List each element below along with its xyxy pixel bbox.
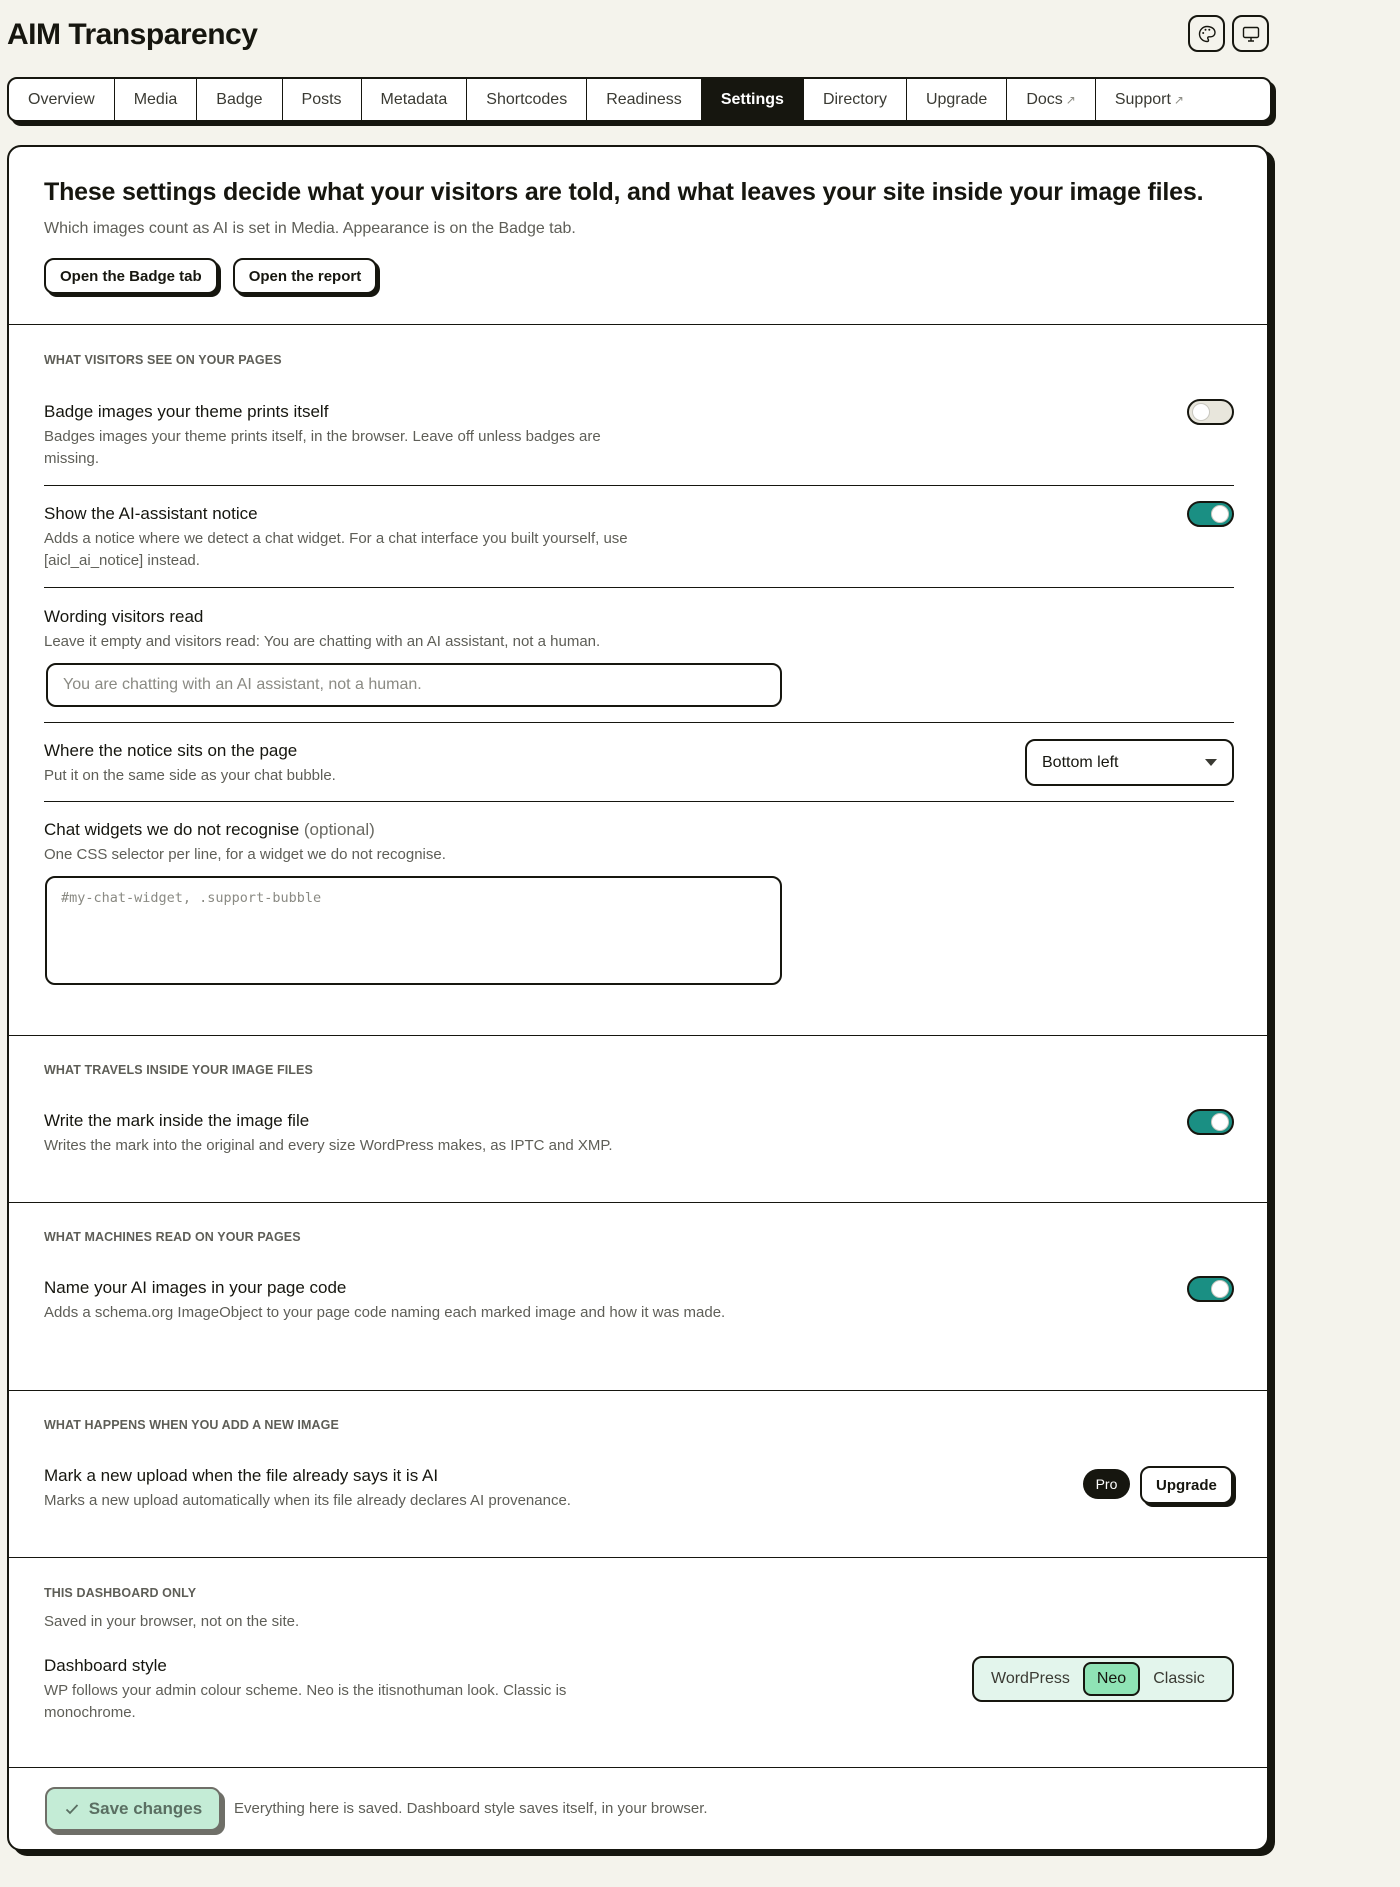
tab-label: Readiness [606,90,682,108]
row-divider [44,587,1234,588]
ai-notice-title: Show the AI-assistant notice [44,504,258,523]
tab-label: Posts [301,90,342,108]
schema-toggle[interactable] [1187,1276,1234,1302]
tab-docs[interactable] [1007,79,1096,120]
chat-widgets-desc: One CSS selector per line, for a widget we do not recognise. [44,846,446,863]
tab-media[interactable] [115,79,198,120]
tab-shortcodes[interactable] [467,79,587,120]
external-link-icon: ↗ [1173,92,1184,107]
tab-label: Support [1114,90,1171,108]
open-report-button[interactable]: Open the report [233,258,378,294]
ai-notice-desc: Adds a notice where we detect a chat widget. For a chat interface you built yourself, use [aicl_ai_notice] instead. [44,530,628,569]
chevron-down-icon [1205,759,1217,766]
dashboard-style-switch [972,1656,1234,1702]
page-title: These settings decide what your visitors are told, and what leaves your site inside your image files. [44,178,1204,206]
schema-desc: Adds a schema.org ImageObject to your page code naming each marked image and how it was made. [44,1304,726,1321]
row-divider [44,485,1234,486]
notice-position-desc: Put it on the same side as your chat bubble. [44,767,336,784]
write-mark-desc: Writes the mark into the original and every size WordPress makes, as IPTC and XMP. [44,1137,613,1154]
section-divider [9,1390,1267,1391]
theme-badge-toggle[interactable] [1187,399,1234,425]
tab-label: Overview [28,90,95,108]
tab-label: Metadata [380,90,448,108]
theme-badge-desc: Badges images your theme prints itself, in the browser. Leave off unless badges are missing. [44,428,601,467]
tab-label: Settings [720,90,784,108]
tab-label: Directory [822,90,887,108]
notice-position-select[interactable] [1025,739,1234,786]
schema-title: Name your AI images in your page code [44,1278,347,1297]
hero [44,178,1203,238]
ai-notice-toggle[interactable] [1187,501,1234,527]
section-label-machines: WHAT MACHINES READ ON YOUR PAGES [44,1230,301,1244]
palette-icon[interactable] [1188,15,1225,52]
write-mark-title: Write the mark inside the image file [44,1111,310,1130]
tab-readiness[interactable] [587,79,702,120]
section-divider [9,1202,1267,1203]
wording-desc: Leave it empty and visitors read: You are chatting with an AI assistant, not a human. [44,633,601,650]
auto-mark-title: Mark a new upload when the file already says it is AI [44,1466,439,1485]
tab-label: Docs [1026,90,1063,108]
toggle-knob [1192,403,1210,421]
section-label-new-image: WHAT HAPPENS WHEN YOU ADD A NEW IMAGE [44,1418,339,1432]
app-title: AIM Transparency [7,18,258,51]
row-divider [44,801,1234,802]
tab-support[interactable] [1096,79,1203,120]
upgrade-button[interactable]: Upgrade [1140,1466,1233,1504]
toggle-knob [1211,1280,1229,1298]
tab-upgrade[interactable] [907,79,1007,120]
section-divider [9,324,1267,325]
tab-settings[interactable] [702,79,804,120]
optional-label: (optional) [303,820,375,839]
tab-label: Badge [216,90,263,108]
dashboard-style-desc: WP follows your admin colour scheme. Neo is the itisnothuman look. Classic is monochrome. [44,1682,567,1721]
dashboard-note: Saved in your browser, not on the site. [44,1613,300,1630]
top-icon-group [1188,15,1269,52]
chat-widgets-title [44,820,375,840]
style-option-neo[interactable]: Neo [1083,1662,1140,1696]
section-label-dashboard: THIS DASHBOARD ONLY [44,1586,197,1600]
settings-card [7,145,1269,1851]
hero-buttons [44,258,377,294]
style-option-classic[interactable]: Classic [1153,1670,1205,1687]
wording-input[interactable]: You are chatting with an AI assistant, not a human. [46,663,782,707]
tab-metadata[interactable] [362,79,468,120]
section-label-image-files: WHAT TRAVELS INSIDE YOUR IMAGE FILES [44,1063,313,1077]
tab-label: Upgrade [925,90,988,108]
tab-badge[interactable] [197,79,282,120]
external-link-icon: ↗ [1065,92,1076,107]
row-divider [44,722,1234,723]
page-subtitle: Which images count as AI is set in Media. Appearance is on the Badge tab. [44,220,576,237]
section-divider [9,1557,1267,1558]
section-divider [9,1767,1267,1768]
tab-posts[interactable] [283,79,362,120]
save-changes-label: Save changes [88,1799,203,1818]
check-icon [64,1801,80,1817]
theme-badge-title: Badge images your theme prints itself [44,402,329,421]
tab-label: Shortcodes [486,90,568,108]
chat-widgets-textarea[interactable]: #my-chat-widget, .support-bubble [45,876,782,985]
tab-directory[interactable] [804,79,907,120]
notice-position-value: Bottom left [1042,753,1119,771]
write-mark-toggle[interactable] [1187,1109,1234,1135]
tab-label: Media [133,90,178,108]
save-changes-button[interactable] [45,1787,221,1831]
pro-badge: Pro [1083,1469,1130,1499]
section-divider [9,1035,1267,1036]
save-note: Everything here is saved. Dashboard style saves itself, in your browser. [234,1800,708,1817]
section-label-visitors: WHAT VISITORS SEE ON YOUR PAGES [44,353,282,367]
tab-bar [7,77,1272,122]
toggle-knob [1211,1113,1229,1131]
wording-title: Wording visitors read [44,607,204,626]
monitor-icon[interactable] [1232,15,1269,52]
style-option-wordpress[interactable]: WordPress [991,1670,1070,1687]
chat-widgets-title-text: Chat widgets we do not recognise [44,820,300,839]
tab-overview[interactable] [9,79,115,120]
toggle-knob [1211,505,1229,523]
notice-position-title: Where the notice sits on the page [44,741,298,760]
open-badge-tab-button[interactable]: Open the Badge tab [44,258,218,294]
auto-mark-desc: Marks a new upload automatically when its file already declares AI provenance. [44,1492,571,1509]
dashboard-style-title: Dashboard style [44,1656,167,1675]
